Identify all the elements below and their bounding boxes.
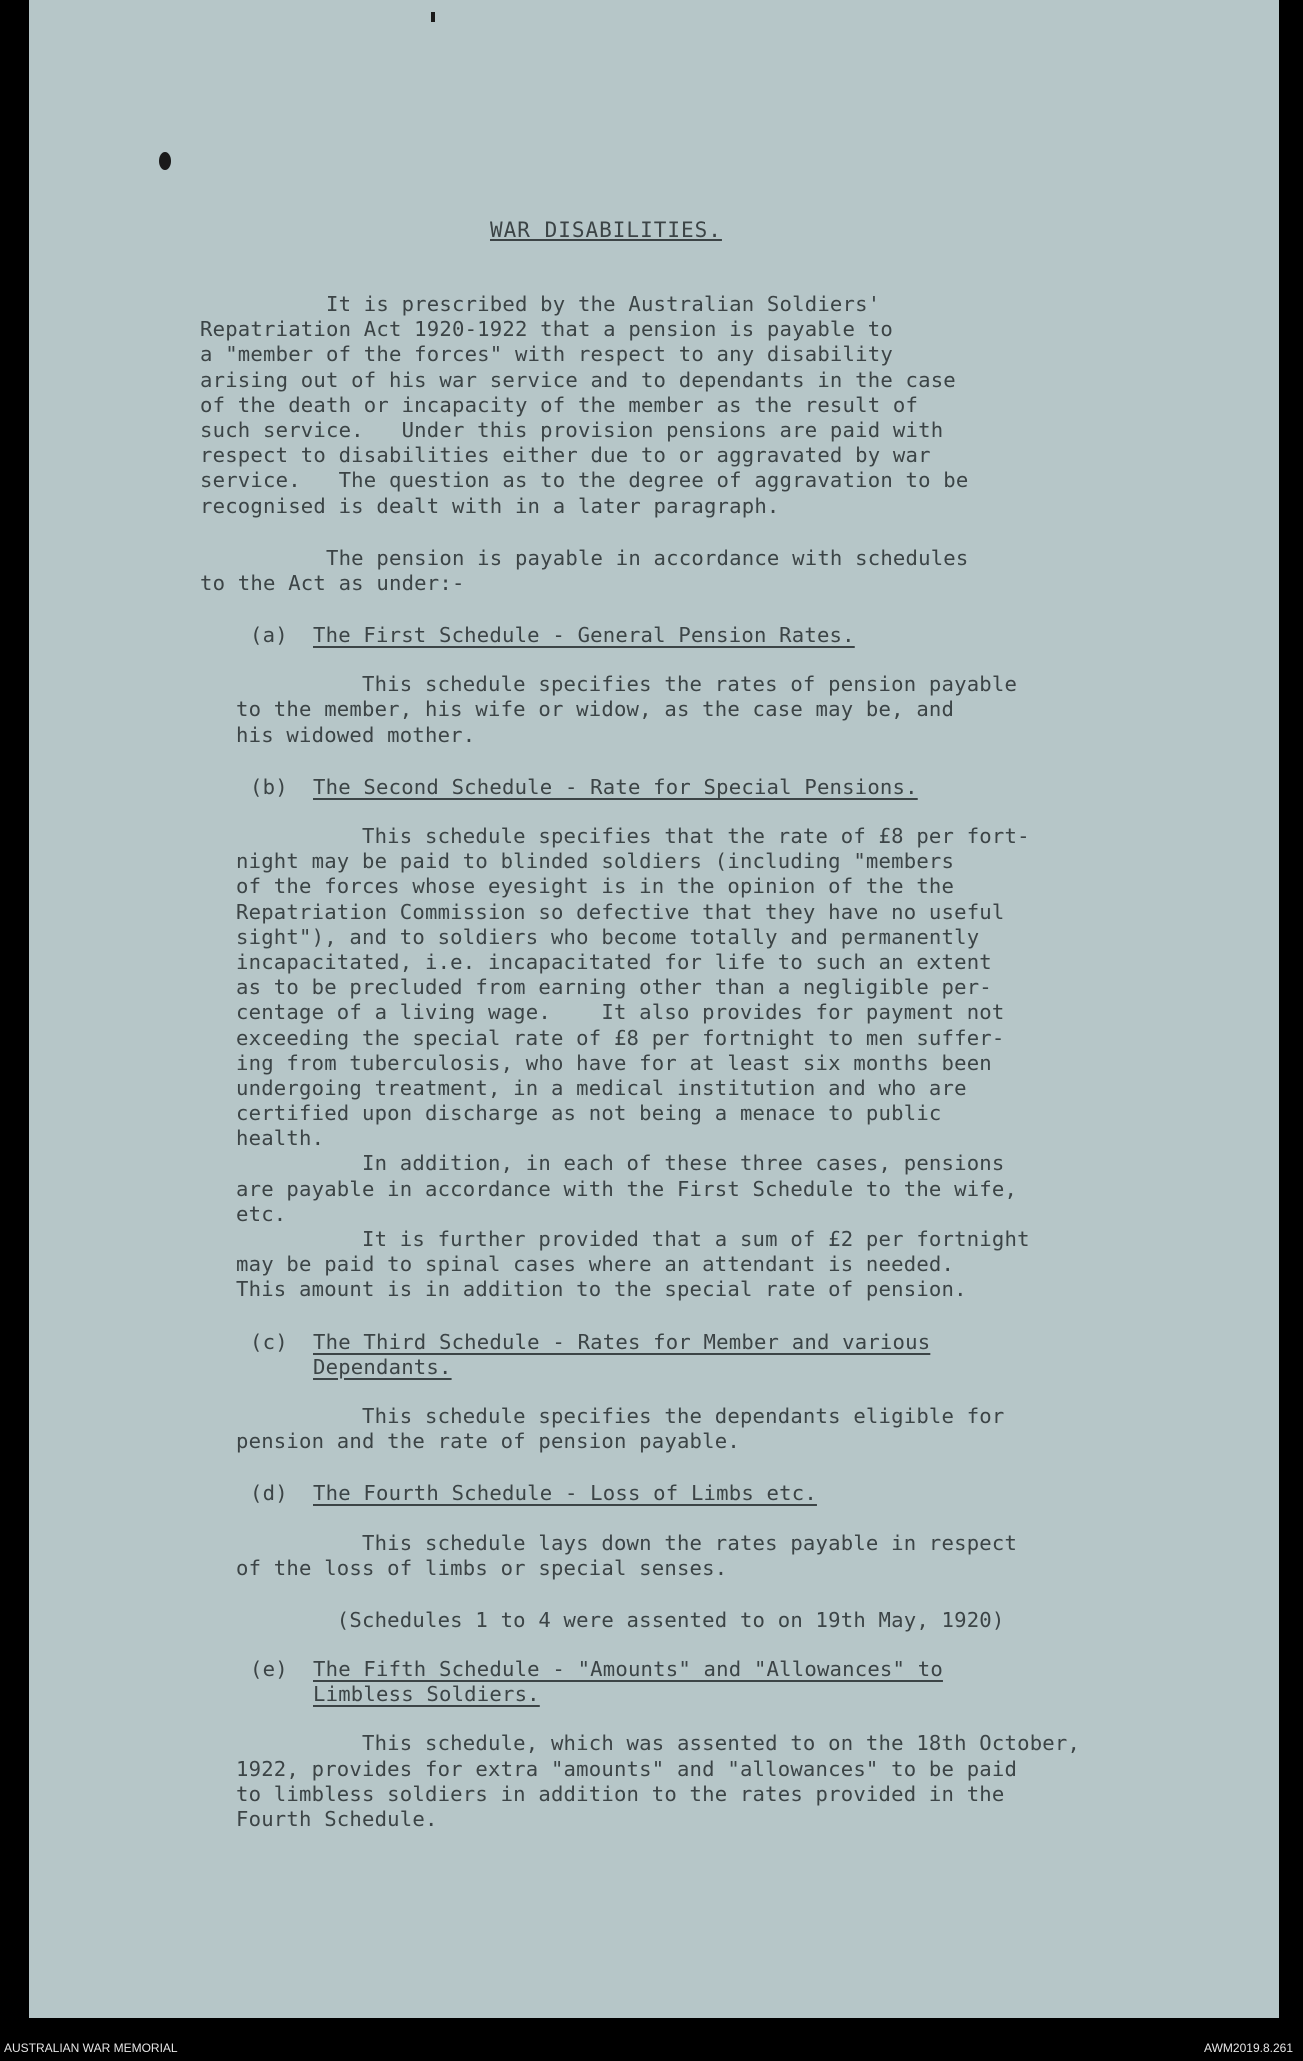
text-line: This schedule specifies the dependants eligible for: [236, 1403, 1005, 1428]
text-line: It is further provided that a sum of £2 per fortnight: [236, 1227, 1030, 1251]
heading-text: The Second Schedule - Rate for Special Pensions.: [313, 774, 918, 799]
text-line: recognised is dealt with in a later paragraph.: [200, 493, 780, 518]
text-line: of the forces whose eyesight is in the opinion of the the: [236, 874, 955, 899]
text-line: such service. Under this provision pensions are paid with: [200, 417, 944, 442]
text-line: a "member of the forces" with respect to any disability: [200, 342, 893, 367]
heading-text: The Fifth Schedule - "Amounts" and "Allowances" to: [313, 1657, 943, 1682]
section-heading-cont: [250, 1682, 1250, 1707]
section-heading: [250, 1657, 1250, 1682]
section-b: [200, 775, 1250, 800]
text-line: 1922, provides for extra "amounts" and "allowances" to be paid: [236, 1756, 1018, 1781]
text-line: incapacitated, i.e. incapacitated for life to such an extent: [236, 949, 992, 974]
section-e-body: [200, 1731, 1250, 1832]
text-line: Repatriation Commission so defective that they have no useful: [236, 899, 1005, 924]
intro-paragraph: [200, 292, 1250, 519]
heading-text: Limbless Soldiers.: [313, 1682, 540, 1707]
section-d-body: [200, 1531, 1250, 1581]
text-line: service. The question as to the degree of aggravation to be: [200, 468, 969, 493]
text-line: certified upon discharge as not being a menace to public: [236, 1101, 942, 1126]
text-line: This schedule lays down the rates payable in respect: [236, 1530, 1018, 1555]
text-line: respect to disabilities either due to or aggravated by war: [200, 443, 931, 468]
section-c-body: [200, 1404, 1250, 1454]
text-line: night may be paid to blinded soldiers (including "members: [236, 849, 955, 874]
text-line: (Schedules 1 to 4 were assented to on 19th May, 1920): [236, 1607, 1005, 1632]
document-body: [200, 216, 1250, 1832]
text-line: are payable in accordance with the First Schedule to the wife,: [236, 1176, 1018, 1201]
section-heading: [250, 1330, 1250, 1355]
section-d: [200, 1481, 1250, 1506]
section-a-body: [200, 672, 1250, 748]
text-line: The pension is payable in accordance with schedules: [200, 545, 969, 570]
section-heading: [250, 1481, 1250, 1506]
section-marker: (c): [250, 1329, 288, 1354]
section-c: [200, 1330, 1250, 1380]
section-marker: (d): [250, 1481, 288, 1506]
section-heading: [250, 623, 1250, 648]
section-a: [200, 623, 1250, 648]
text-line: This schedule, which was assented to on the 18th October,: [236, 1731, 1081, 1756]
text-line: health.: [236, 1126, 325, 1151]
heading-text: The First Schedule - General Pension Rates.: [313, 623, 855, 648]
text-line: This schedule specifies the rates of pension payable: [236, 672, 1018, 697]
section-heading: [250, 775, 1250, 800]
text-line: as to be precluded from earning other than a negligible per-: [236, 975, 992, 1000]
text-line: This schedule specifies that the rate of £8 per fort-: [236, 824, 1030, 848]
text-line: This amount is in addition to the special rate of pension.: [236, 1277, 967, 1302]
text-line: of the death or incapacity of the member as the result of: [200, 392, 919, 417]
text-line: to limbless soldiers in addition to the rates provided in the: [236, 1781, 1005, 1806]
intro-paragraph-2: [200, 546, 1250, 596]
text-line: In addition, in each of these three cases, pensions: [236, 1151, 1005, 1176]
staple-mark: [431, 12, 435, 22]
heading-text: The Third Schedule - Rates for Member and various: [313, 1329, 931, 1354]
text-line: to the Act as under:-: [200, 570, 465, 595]
text-line: It is prescribed by the Australian Soldiers': [200, 292, 881, 316]
page-title: WAR DISABILITIES.: [490, 218, 722, 242]
section-heading-cont: [250, 1355, 1250, 1380]
section-marker: (e): [250, 1657, 288, 1682]
text-line: Fourth Schedule.: [236, 1807, 438, 1831]
text-line: may be paid to spinal cases where an attendant is needed.: [236, 1252, 955, 1277]
section-marker: (b): [250, 774, 288, 799]
text-line: arising out of his war service and to dependants in the case: [200, 367, 956, 392]
text-line: sight"), and to soldiers who become totally and permanently: [236, 924, 980, 949]
text-line: his widowed mother.: [236, 722, 476, 747]
text-line: pension and the rate of pension payable.: [236, 1429, 740, 1454]
footer-reference-id: AWM2019.8.261: [1204, 2041, 1293, 2055]
section-e: [200, 1657, 1250, 1707]
footer-source-label: AUSTRALIAN WAR MEMORIAL: [4, 2041, 178, 2055]
text-line: centage of a living wage. It also provides for payment not: [236, 1000, 1005, 1025]
section-marker: (a): [250, 623, 288, 648]
text-line: ing from tuberculosis, who have for at least six months been: [236, 1050, 992, 1075]
heading-text: The Fourth Schedule - Loss of Limbs etc.: [313, 1481, 817, 1506]
text-line: to the member, his wife or widow, as the case may be, and: [236, 697, 955, 722]
text-line: Repatriation Act 1920-1922 that a pension is payable to: [200, 317, 893, 342]
schedule-note: [200, 1608, 1250, 1633]
text-line: undergoing treatment, in a medical institution and who are: [236, 1075, 967, 1100]
section-b-body: [200, 824, 1250, 1303]
text-line: etc.: [236, 1201, 287, 1226]
text-line: of the loss of limbs or special senses.: [236, 1555, 728, 1580]
text-line: exceeding the special rate of £8 per fortnight to men suffer-: [236, 1025, 1005, 1050]
punch-hole-mark: [159, 152, 171, 170]
heading-text: Dependants.: [313, 1354, 452, 1379]
